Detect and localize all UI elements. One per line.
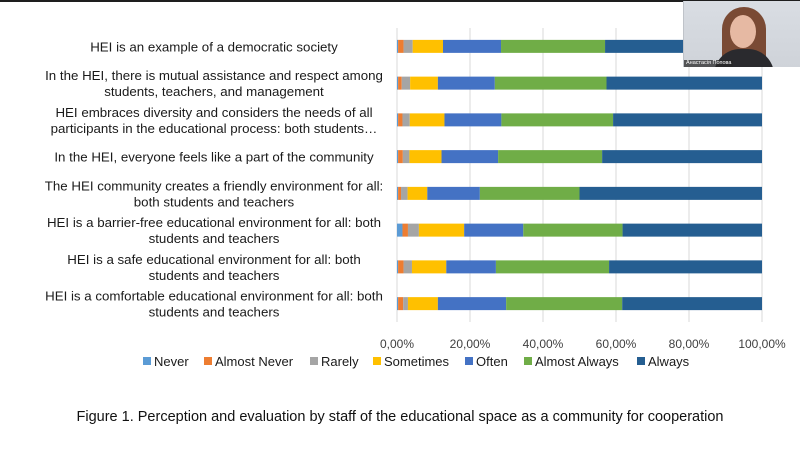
category-label: students and teachers — [148, 304, 280, 320]
bar-segment — [623, 224, 762, 237]
bar-segment — [412, 260, 446, 273]
bar-segment — [397, 187, 398, 200]
bar-segment — [397, 297, 398, 310]
bar-segment — [506, 297, 622, 310]
bar-segment — [410, 77, 438, 90]
bar-segment — [401, 187, 408, 200]
bar-segment — [446, 260, 496, 273]
bar-segment — [397, 77, 398, 90]
legend-swatch — [143, 357, 151, 365]
bar-segment — [501, 113, 613, 126]
legend-label: Almost Never — [215, 354, 294, 369]
bar-segment — [438, 77, 495, 90]
category-label: participants in the educational process: both students… — [50, 120, 378, 136]
legend-swatch — [465, 357, 473, 365]
bar-segment — [442, 150, 499, 163]
category-label: students and teachers — [148, 231, 280, 247]
bar-segment — [480, 187, 580, 200]
bar-segment — [523, 224, 622, 237]
category-label: HEI is a safe educational environment for all: both — [67, 251, 361, 267]
category-label: HEI is an example of a democratic society — [90, 39, 338, 55]
legend-label: Always — [648, 354, 690, 369]
bar-segment — [464, 224, 523, 237]
bar-segment — [438, 297, 506, 310]
legend-swatch — [310, 357, 318, 365]
bar-segment — [408, 187, 428, 200]
bar-segment — [397, 40, 398, 53]
bar-segment — [496, 260, 609, 273]
bar-segment — [408, 224, 419, 237]
bar-segment — [607, 77, 762, 90]
bar-segment — [409, 150, 441, 163]
bar-segment — [443, 40, 501, 53]
bar-segment — [398, 113, 402, 126]
x-tick-label: 60,00% — [595, 337, 637, 351]
x-tick-label: 40,00% — [522, 337, 564, 351]
bar-segment — [397, 150, 398, 163]
category-label: In the HEI, there is mutual assistance and respect among — [45, 68, 383, 84]
bar-segment — [398, 40, 403, 53]
bar-segment — [580, 187, 763, 200]
bar-segment — [413, 40, 443, 53]
bar-segment — [402, 113, 409, 126]
bar-segment — [602, 150, 762, 163]
bar-segment — [495, 77, 607, 90]
bar-segment — [403, 297, 408, 310]
legend-label: Almost Always — [535, 354, 619, 369]
participant-face — [730, 15, 756, 48]
bar-segment — [402, 224, 407, 237]
category-label: students, teachers, and management — [104, 84, 324, 100]
category-label: both students and teachers — [133, 194, 295, 210]
bar-segment — [444, 113, 501, 126]
bar-segment — [397, 113, 398, 126]
x-tick-label: 20,00% — [449, 337, 491, 351]
bar-segment — [398, 187, 401, 200]
category-label: students and teachers — [148, 267, 280, 283]
bar-segment — [398, 260, 403, 273]
bar-segment — [404, 260, 412, 273]
bar-segment — [408, 297, 438, 310]
bar-segment — [613, 113, 762, 126]
bar-segment — [397, 224, 402, 237]
bar-segment — [397, 260, 398, 273]
participant-video-tile[interactable] — [683, 1, 800, 67]
legend-swatch — [373, 357, 381, 365]
bar-segment — [398, 77, 402, 90]
figure-caption: Figure 1. Perception and evaluation by staff of the educational space as a community for cooperation — [76, 409, 724, 425]
legend-label: Never — [154, 354, 189, 369]
legend-label: Often — [476, 354, 508, 369]
bar-segment — [427, 187, 480, 200]
category-label: HEI is a comfortable educational environment for all: both — [45, 288, 383, 304]
bar-segment — [622, 297, 762, 310]
category-label: In the HEI, everyone feels like a part of the community — [54, 149, 374, 165]
bar-segment — [398, 150, 403, 163]
legend-label: Rarely — [321, 354, 359, 369]
x-tick-label: 80,00% — [668, 337, 710, 351]
bar-segment — [403, 150, 410, 163]
participant-name-label: Анастасія Попова — [686, 60, 732, 66]
x-tick-label: 0,00% — [379, 337, 415, 351]
category-label: HEI embraces diversity and considers the needs of all — [55, 104, 373, 120]
legend-swatch — [524, 357, 532, 365]
legend-swatch — [204, 357, 212, 365]
legend-swatch — [637, 357, 645, 365]
bar-segment — [410, 113, 445, 126]
bar-segment — [501, 40, 605, 53]
x-tick-label: 100,00% — [738, 337, 786, 351]
bar-segment — [419, 224, 464, 237]
bar-segment — [398, 297, 403, 310]
category-label: The HEI community creates a friendly environment for all: — [44, 178, 384, 194]
legend-label: Sometimes — [384, 354, 450, 369]
bar-segment — [404, 40, 413, 53]
bar-segment — [402, 77, 410, 90]
bar-segment — [609, 260, 762, 273]
category-label: HEI is a barrier-free educational environment for all: both — [46, 215, 382, 231]
bar-segment — [498, 150, 602, 163]
